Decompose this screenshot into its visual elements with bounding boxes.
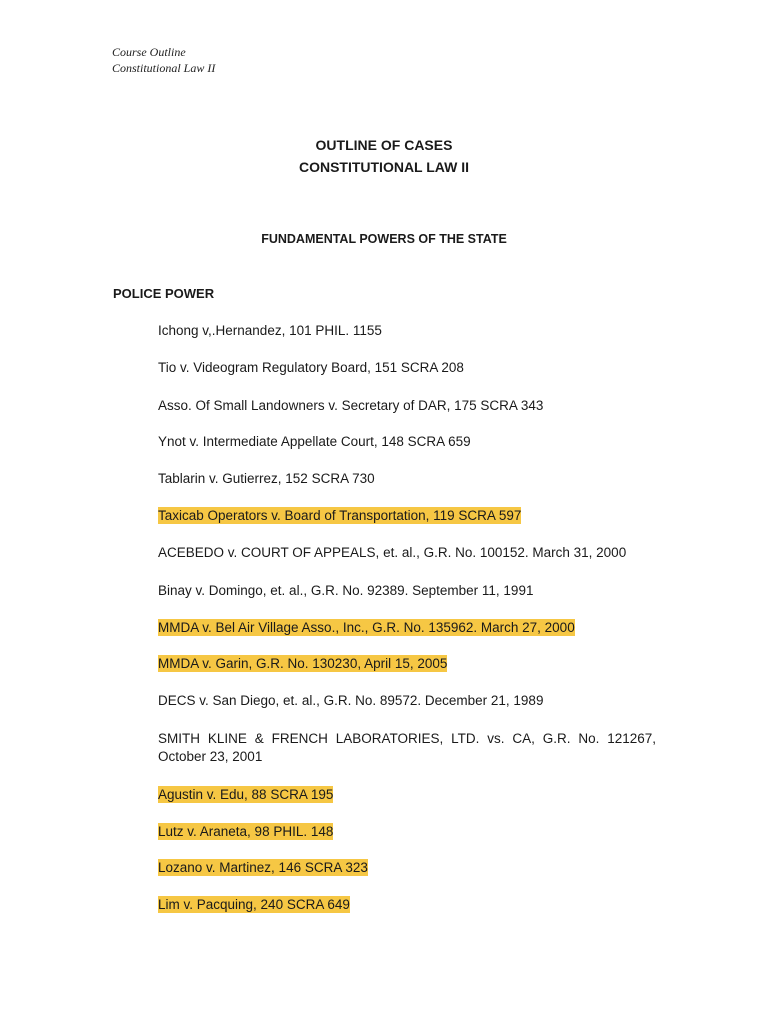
case-text: Tio v. Videogram Regulatory Board, 151 SCRA 208 xyxy=(158,360,464,375)
case-text: DECS v. San Diego, et. al., G.R. No. 89572. December 21, 1989 xyxy=(158,693,544,708)
case-text: Lutz v. Araneta, 98 PHIL. 148 xyxy=(158,824,334,839)
case-item xyxy=(158,322,656,340)
header-subject: Constitutional Law II xyxy=(112,61,216,75)
case-item xyxy=(158,507,656,525)
case-text: MMDA v. Bel Air Village Asso., Inc., G.R. No. 135962. March 27, 2000 xyxy=(158,620,575,635)
case-text: Agustin v. Edu, 88 SCRA 195 xyxy=(158,787,334,802)
case-text: Lozano v. Martinez, 146 SCRA 323 xyxy=(158,860,368,875)
document-title xyxy=(0,134,768,178)
case-text: Lim v. Pacquing, 240 SCRA 649 xyxy=(158,897,350,912)
case-item xyxy=(158,859,656,877)
case-text: Asso. Of Small Landowners v. Secretary of DAR, 175 SCRA 343 xyxy=(158,398,544,413)
case-text: SMITH KLINE & FRENCH LABORATORIES, LTD. vs. CA, G.R. No. 121267, October 23, 2001 xyxy=(158,731,656,764)
case-item xyxy=(158,823,656,841)
case-text: MMDA v. Garin, G.R. No. 130230, April 15, 2005 xyxy=(158,656,448,671)
case-text: Binay v. Domingo, et. al., G.R. No. 92389. September 11, 1991 xyxy=(158,583,534,598)
case-item xyxy=(158,619,656,637)
case-item xyxy=(158,359,656,377)
case-item xyxy=(158,655,656,673)
case-item xyxy=(158,692,656,710)
header-course-outline: Course Outline xyxy=(112,45,186,59)
case-text: Ichong v,.Hernandez, 101 PHIL. 1155 xyxy=(158,323,382,338)
case-item xyxy=(158,433,656,451)
case-item xyxy=(158,397,656,415)
case-item xyxy=(158,896,656,914)
case-text: Taxicab Operators v. Board of Transportation, 119 SCRA 597 xyxy=(158,508,522,523)
case-item xyxy=(158,470,656,488)
running-header xyxy=(112,44,215,76)
section-title: FUNDAMENTAL POWERS OF THE STATE xyxy=(261,232,507,246)
case-item xyxy=(158,544,656,562)
case-text: ACEBEDO v. COURT OF APPEALS, et. al., G.R. No. 100152. March 31, 2000 xyxy=(158,545,627,560)
case-item xyxy=(158,730,656,766)
subheading-police-power: POLICE POWER xyxy=(113,286,215,301)
case-item xyxy=(158,582,656,600)
case-item xyxy=(158,786,656,804)
case-text: Tablarin v. Gutierrez, 152 SCRA 730 xyxy=(158,471,375,486)
case-text: Ynot v. Intermediate Appellate Court, 148 SCRA 659 xyxy=(158,434,471,449)
title-line-1: OUTLINE OF CASES xyxy=(315,137,453,153)
title-line-2: CONSTITUTIONAL LAW II xyxy=(298,159,470,175)
